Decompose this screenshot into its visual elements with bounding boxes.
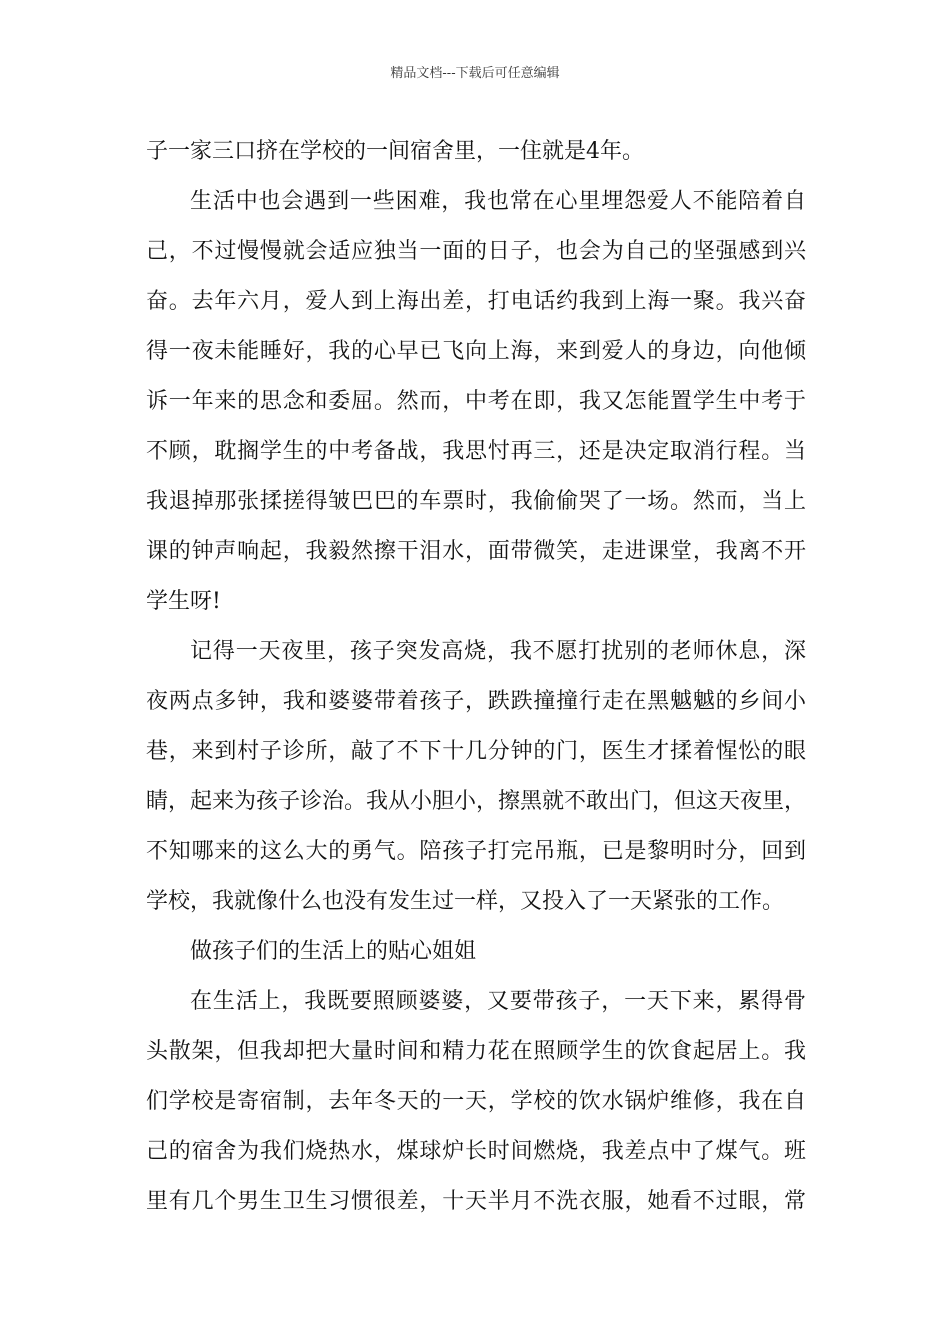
text-line: 记得一天夜里，孩子突发高烧，我不愿打扰别的老师休息，深 [190, 639, 806, 664]
document-body [146, 127, 806, 1227]
text-line: 们学校是寄宿制，去年冬天的一天，学校的饮水锅炉维修，我在自 [146, 1089, 806, 1114]
text-line: 生活中也会遇到一些困难，我也常在心里埋怨爱人不能陪着自 [190, 189, 806, 214]
text-line: 头散架，但我却把大量时间和精力花在照顾学生的饮食起居上。我 [146, 1039, 806, 1064]
text-line: 诉一年来的思念和委屈。然而，中考在即，我又怎能置学生中考于 [146, 389, 806, 414]
text-line: 不顾，耽搁学生的中考备战，我思忖再三，还是决定取消行程。当 [146, 439, 806, 464]
section-heading [146, 927, 806, 977]
text-line: 得一夜未能睡好，我的心早已飞向上海，来到爱人的身边，向他倾 [146, 339, 806, 364]
paragraph [146, 177, 806, 627]
text-line: 己的宿舍为我们烧热水，煤球炉长时间燃烧，我差点中了煤气。班 [146, 1139, 806, 1164]
text-line: 做孩子们的生活上的贴心姐姐 [190, 939, 477, 964]
text-line: 子一家三口挤在学校的一间宿舍里，一住就是4年。 [146, 139, 644, 164]
text-line: 夜两点多钟，我和婆婆带着孩子，跌跌撞撞行走在黑魆魆的乡间小 [146, 689, 806, 714]
text-line: 奋。去年六月，爱人到上海出差，打电话约我到上海一聚。我兴奋 [146, 289, 806, 314]
text-line: 睛，起来为孩子诊治。我从小胆小，擦黑就不敢出门，但这天夜里， [146, 789, 807, 814]
text-line: 不知哪来的这么大的勇气。陪孩子打完吊瓶，已是黎明时分，回到 [146, 839, 806, 864]
text-line: 里有几个男生卫生习惯很差，十天半月不洗衣服，她看不过眼，常 [146, 1189, 806, 1214]
text-line: 己，不过慢慢就会适应独当一面的日子，也会为自己的坚强感到兴 [146, 239, 806, 264]
text-line: 巷，来到村子诊所，敲了不下十几分钟的门，医生才揉着惺忪的眼 [146, 739, 806, 764]
text-line: 学校，我就像什么也没有发生过一样，又投入了一天紧张的工作。 [146, 889, 785, 914]
text-line: 我退掉那张揉搓得皱巴巴的车票时，我偷偷哭了一场。然而，当上 [146, 489, 806, 514]
paragraph [146, 127, 806, 177]
paragraph [146, 977, 806, 1227]
text-line: 在生活上，我既要照顾婆婆，又要带孩子，一天下来，累得骨 [190, 989, 806, 1014]
paragraph [146, 627, 806, 927]
page-header: 精品文档---下载后可任意编辑 [390, 66, 560, 81]
text-line: 学生呀! [146, 589, 221, 614]
text-line: 课的钟声响起，我毅然擦干泪水，面带微笑，走进课堂，我离不开 [146, 539, 806, 564]
